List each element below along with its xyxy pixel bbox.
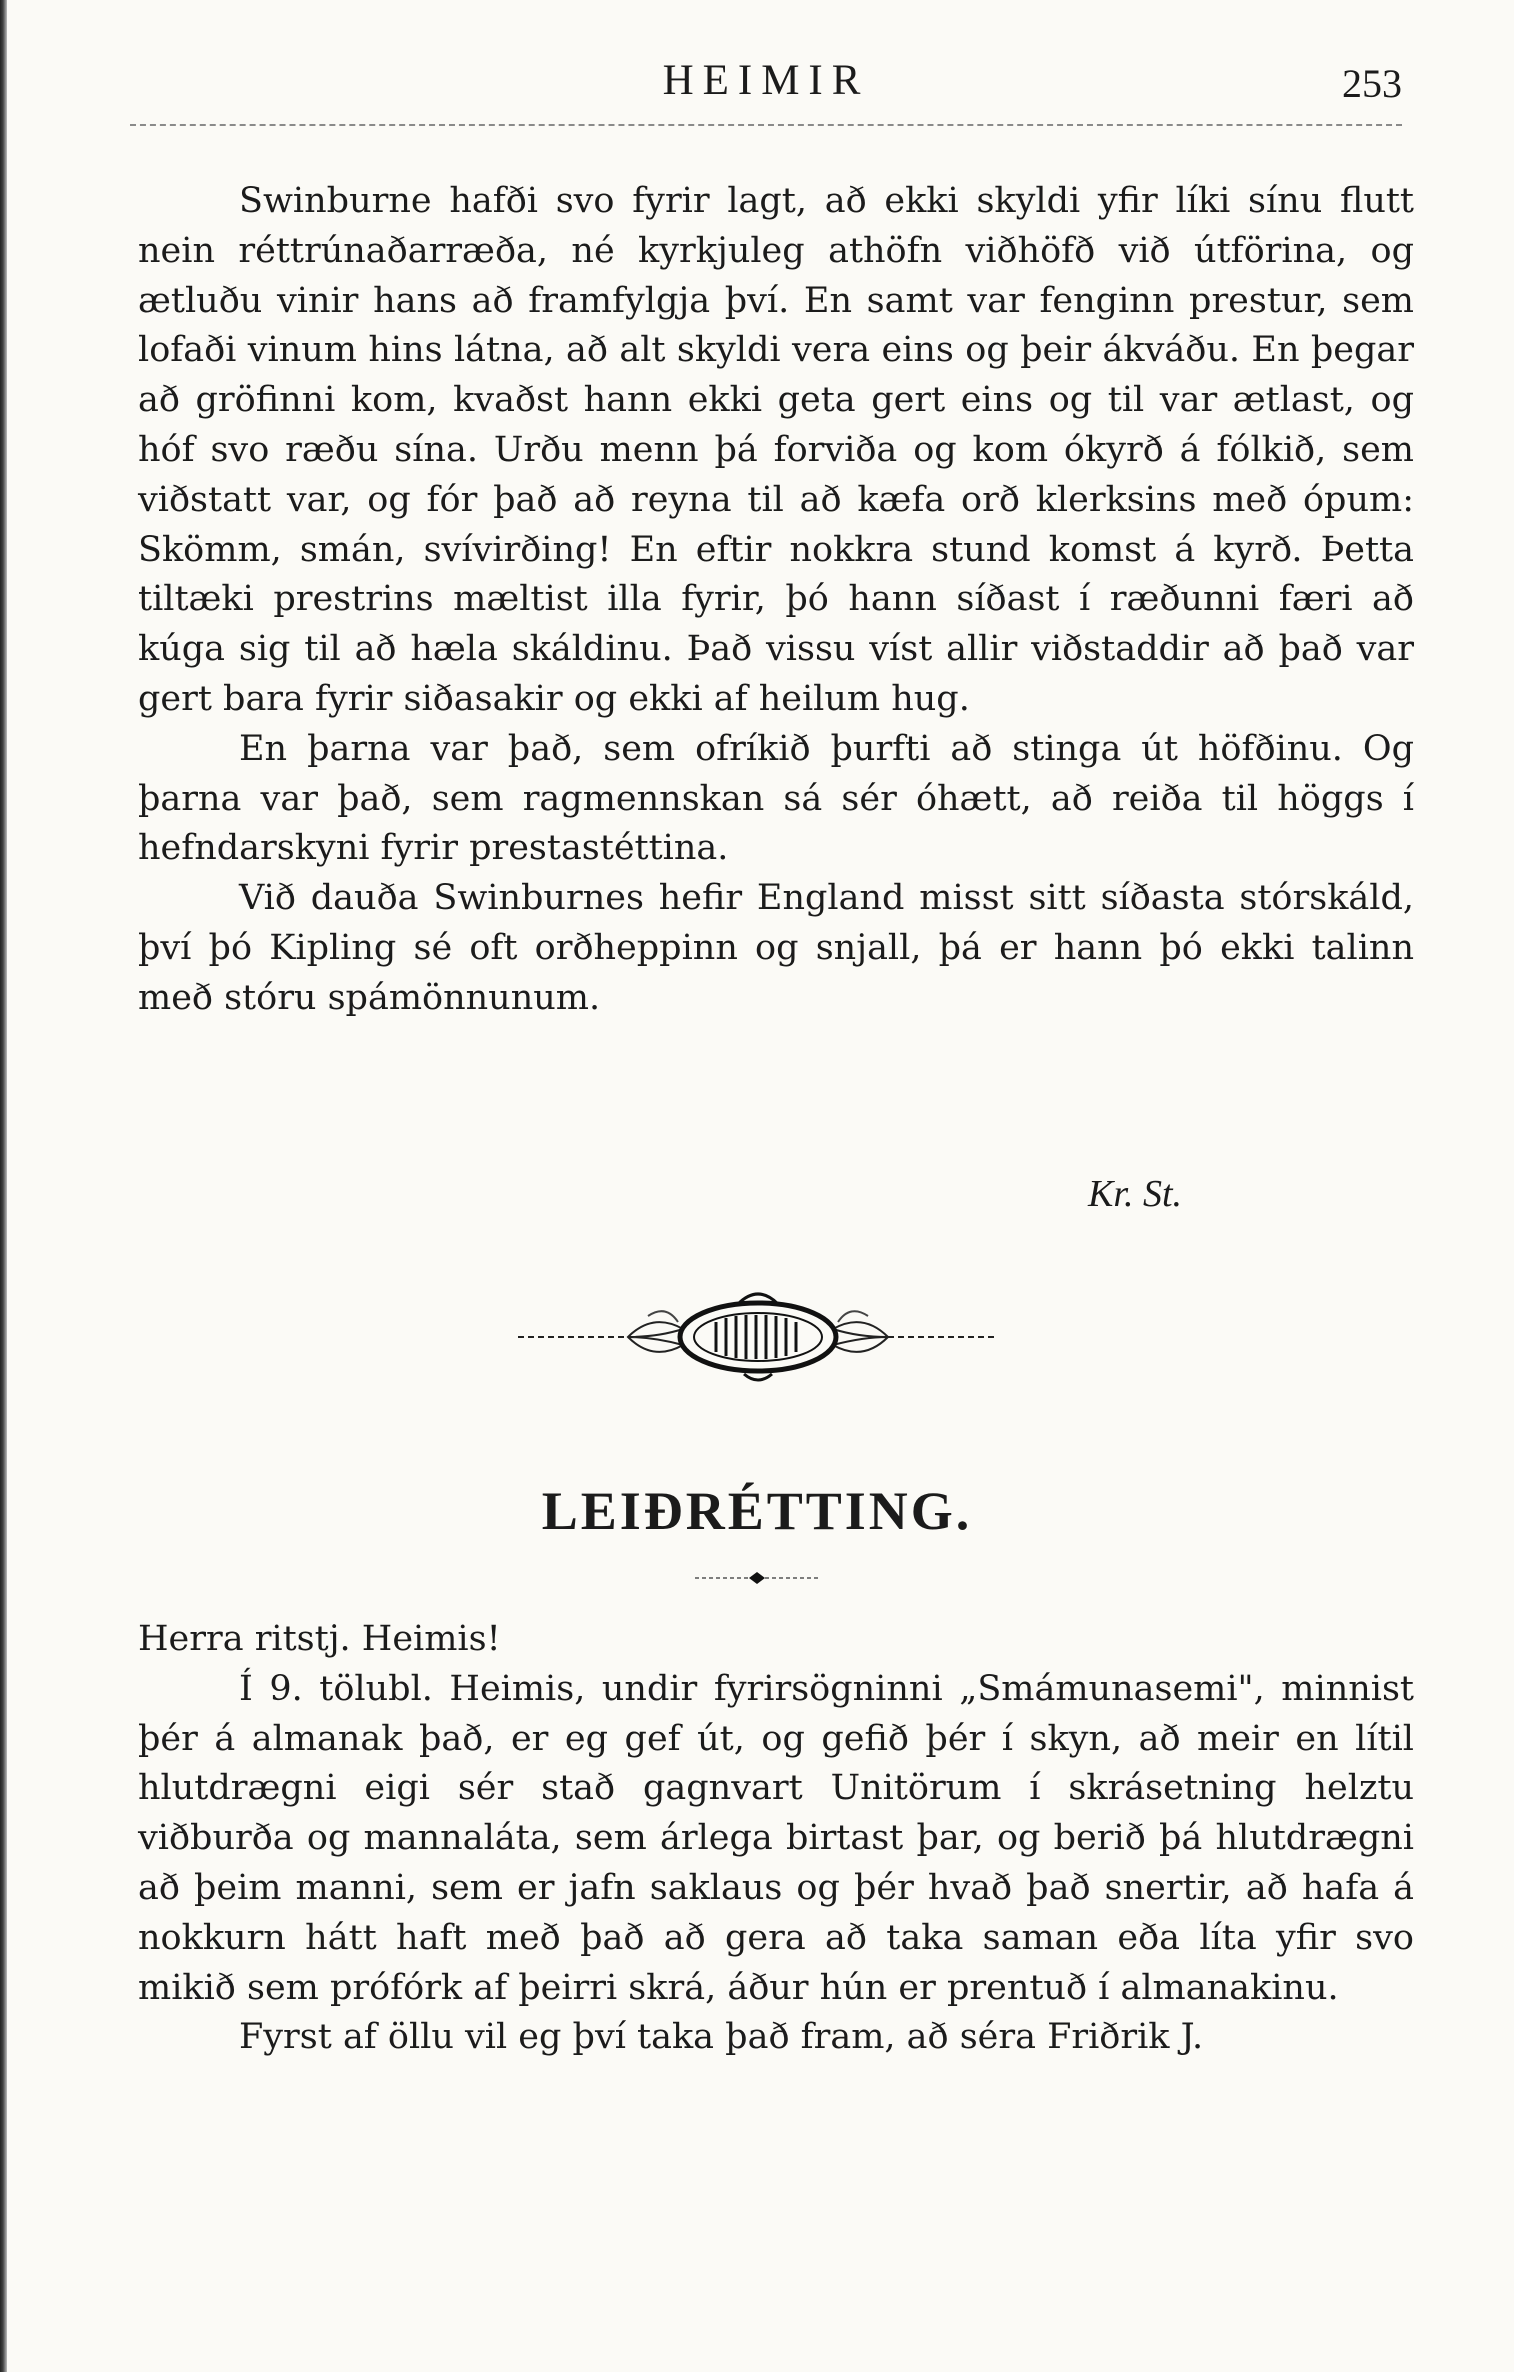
paragraph: Við dauða Swinburnes hefir England misst sitt síðasta stórskáld, því þó Kipling sé oft orðheppinn og snjall, þá er hann þó ekki talinn með stóru spámönnunum. — [138, 878, 1414, 1018]
article-leidretting — [138, 1615, 1414, 2063]
paragraph: Í 9. tölubl. Heimis, undir fyrirsögninni „Smámunasemi", minnist þér á almanak það, er eg gef út, og gefið þér í skyn, að meir en lítil hlutdrægni eigi sér stað gagnvart Unitörum í skrásetning helztu viðburða og mannaláta, sem árlega birtast þar, og berið þá hlutdrægni að þeim manni, sem er jafn saklaus og þér hvað það snertir, að hafa á nokkurn hátt haft með það að gera að taka saman eða líta yfir svo mikið sem prófórk af þeirri skrá, áður hún er prentuð í almanakinu. — [138, 1668, 1414, 2008]
salutation: Herra ritstj. Heimis! — [138, 1619, 501, 1659]
page-binding-edge — [0, 0, 7, 2372]
running-title: HEIMIR — [662, 57, 870, 104]
decorative-ornament-icon — [508, 1282, 1008, 1392]
page-number: 253 — [1342, 61, 1402, 106]
paragraph: Fyrst af öllu vil eg því taka það fram, að séra Friðrik J. — [239, 2017, 1204, 2058]
paragraph: Swinburne hafði svo fyrir lagt, að ekki skyldi yfir líki sínu flutt nein réttrúnaðarræða, né kyrkjuleg athöfn viðhöfð við útförina, og ætluðu vinir hans að framfylgja því. En samt var fenginn prestur, sem lofaði vinum hins látna, að alt skyldi vera eins og þeir ákváðu. En þegar að gröfinni kom, kvaðst hann ekki geta gert eins og til var ætlast, og hóf svo ræðu sína. Urðu menn þá forviða og kom ókyrð á fólkið, sem viðstatt var, og fór það að reyna til að kæfa orð klerksins með ópum: Skömm, smán, svívirðing! En eftir nokkra stund komst á kyrð. Þetta tiltæki prestrins mæltist illa fyrir, þó hann síðast í ræðunni færi að kúga sig til að hæla skáldinu. Það vissu víst allir viðstaddir að það var gert bara fyrir siðasakir og ekki af heilum hug. — [138, 181, 1414, 719]
header-rule — [130, 124, 1402, 126]
article-swinburne — [138, 177, 1414, 1024]
running-head — [130, 48, 1402, 118]
title-divider-icon — [695, 1568, 819, 1588]
author-signature: Kr. St. — [1088, 1173, 1182, 1215]
paragraph: En þarna var það, sem ofríkið þurfti að stinga út höfðinu. Og þarna var það, sem ragmennskan sá sér óhætt, að reiða til höggs í hefndarskyni fyrir prestastéttina. — [138, 728, 1414, 869]
article-title: LEIÐRÉTTING. — [541, 1481, 973, 1541]
